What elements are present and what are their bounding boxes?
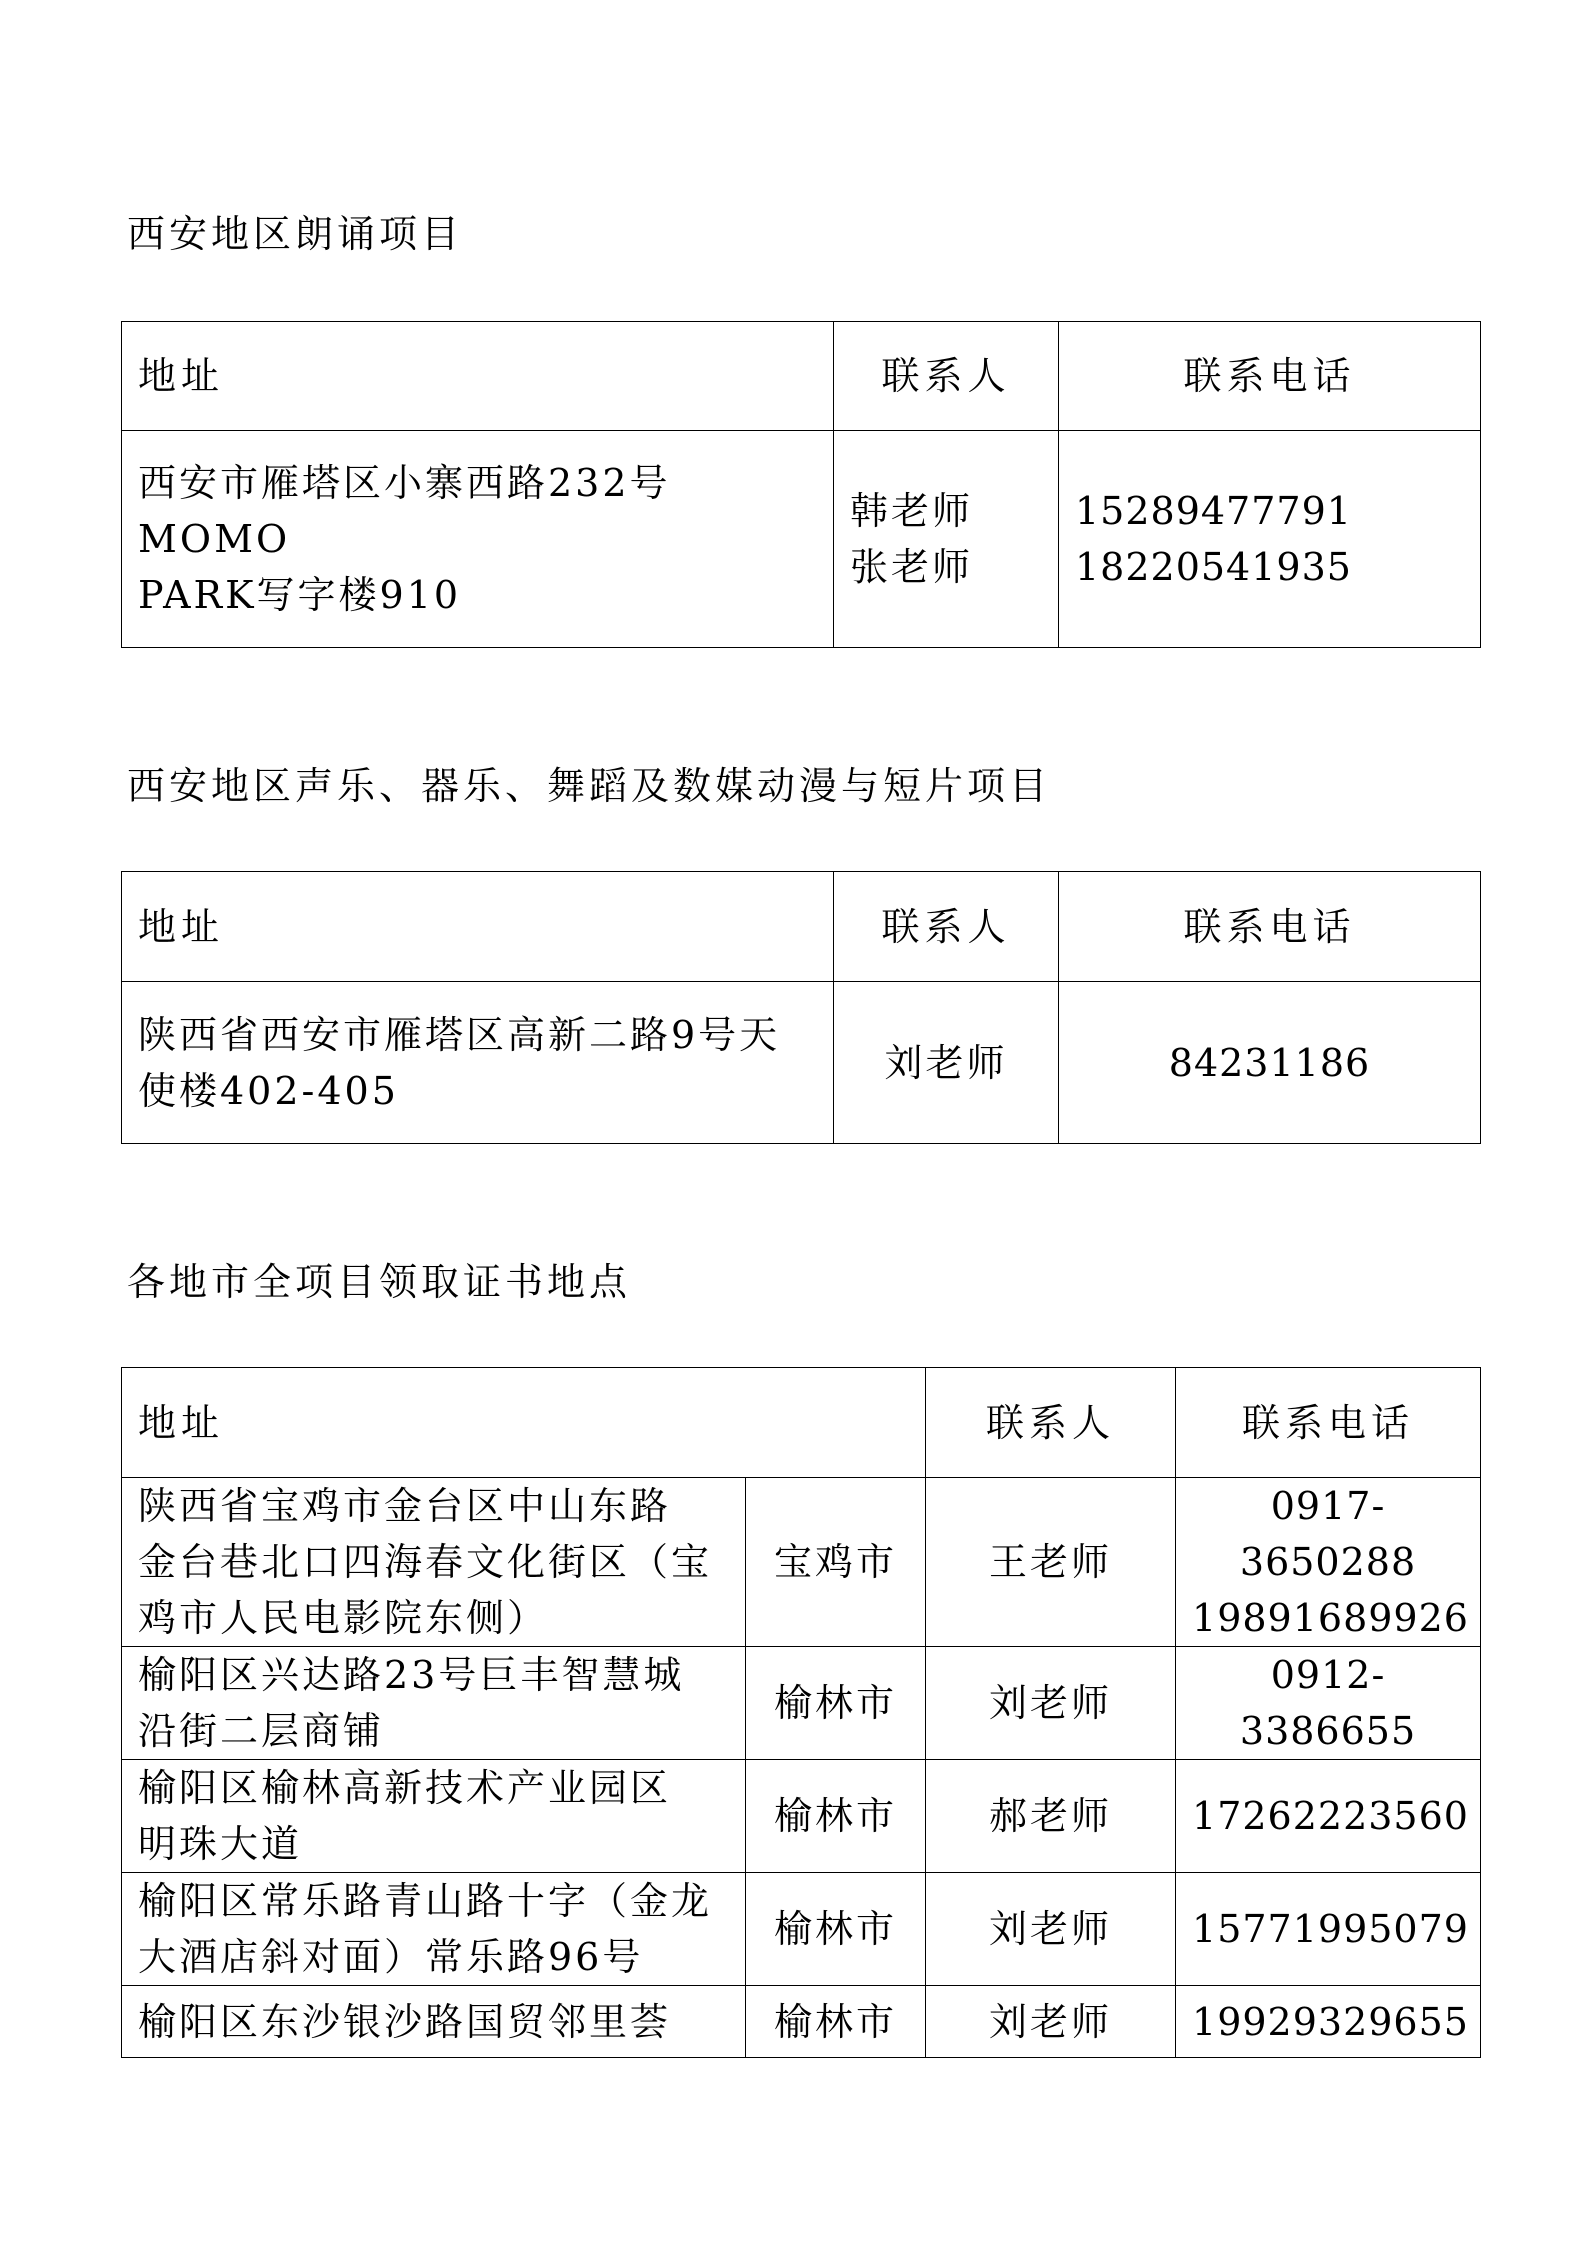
address-line: 榆阳区兴达路23号巨丰智慧城 xyxy=(138,1653,685,1697)
contact-cell: 刘老师 xyxy=(926,1873,1176,1986)
header-contact: 联系人 xyxy=(926,1368,1176,1478)
address-cell xyxy=(122,1647,746,1760)
phone-cell xyxy=(1059,431,1481,648)
section3-table xyxy=(121,1367,1481,2058)
address-line: 沿街二层商铺 xyxy=(138,1709,385,1753)
contact-cell: 郝老师 xyxy=(926,1760,1176,1873)
phone-line: 19891689926 xyxy=(1192,1596,1469,1640)
address-line: 榆阳区东沙银沙路国贸邻里荟 xyxy=(138,1999,672,2044)
section3-title: 各地市全项目领取证书地点 xyxy=(127,1260,632,1304)
table-row xyxy=(122,1478,1481,1647)
phone-cell: 19929329655 xyxy=(1176,1986,1481,2058)
phone-cell: 0912-3386655 xyxy=(1176,1647,1481,1760)
city-cell: 宝鸡市 xyxy=(746,1478,926,1647)
address-cell xyxy=(122,1986,746,2058)
table-row xyxy=(122,982,1481,1144)
address-line: 榆阳区常乐路青山路十字（金龙 xyxy=(138,1879,713,1923)
phone-cell xyxy=(1176,1478,1481,1647)
city-cell: 榆林市 xyxy=(746,1647,926,1760)
phone-cell: 15771995079 xyxy=(1176,1873,1481,1986)
section1-header-row xyxy=(122,322,1481,431)
address-line: 使楼402-405 xyxy=(138,1068,399,1113)
phone-line: 0917-3650288 xyxy=(1239,1484,1417,1584)
section2-header-row xyxy=(122,872,1481,982)
address-line: 陕西省西安市雁塔区高新二路9号天 xyxy=(138,1012,781,1057)
contact-cell: 王老师 xyxy=(926,1478,1176,1647)
address-line: 鸡市人民电影院东侧） xyxy=(138,1596,549,1640)
section2-table xyxy=(121,871,1481,1144)
table-row xyxy=(122,1873,1481,1986)
address-line: 西安市雁塔区小寨西路232号MOMO xyxy=(138,461,671,561)
address-line: 大酒店斜对面）常乐路96号 xyxy=(138,1935,644,1979)
contact-cell: 刘老师 xyxy=(926,1647,1176,1760)
phone-cell: 17262223560 xyxy=(1176,1760,1481,1873)
phone-line: 15289477791 xyxy=(1075,489,1352,533)
address-line: 明珠大道 xyxy=(138,1822,303,1866)
header-phone: 联系电话 xyxy=(1059,872,1481,982)
header-address: 地址 xyxy=(122,1368,926,1478)
header-contact: 联系人 xyxy=(834,322,1059,431)
contact-line: 张老师 xyxy=(850,545,974,589)
phone-line: 18220541935 xyxy=(1075,545,1352,589)
header-phone: 联系电话 xyxy=(1059,322,1481,431)
section1-table xyxy=(121,321,1481,648)
header-contact: 联系人 xyxy=(834,872,1059,982)
contact-cell: 刘老师 xyxy=(926,1986,1176,2058)
address-line: PARK写字楼910 xyxy=(138,573,462,617)
contact-cell xyxy=(834,431,1059,648)
address-line: 陕西省宝鸡市金台区中山东路 xyxy=(138,1484,672,1528)
table-row xyxy=(122,1760,1481,1873)
table-row xyxy=(122,1986,1481,2058)
table-row xyxy=(122,431,1481,648)
address-cell xyxy=(122,1873,746,1986)
contact-cell: 刘老师 xyxy=(834,982,1059,1144)
address-cell xyxy=(122,982,834,1144)
section1-title: 西安地区朗诵项目 xyxy=(127,212,464,256)
contact-line: 韩老师 xyxy=(850,489,974,533)
address-cell xyxy=(122,1760,746,1873)
section2-title: 西安地区声乐、器乐、舞蹈及数媒动漫与短片项目 xyxy=(127,764,1052,808)
section3-header-row xyxy=(122,1368,1481,1478)
city-cell: 榆林市 xyxy=(746,1986,926,2058)
address-line: 榆阳区榆林高新技术产业园区 xyxy=(138,1766,672,1810)
address-line: 金台巷北口四海春文化街区（宝 xyxy=(138,1540,713,1584)
header-address: 地址 xyxy=(122,872,834,982)
address-cell xyxy=(122,431,834,648)
header-phone: 联系电话 xyxy=(1176,1368,1481,1478)
phone-cell: 84231186 xyxy=(1059,982,1481,1144)
address-cell xyxy=(122,1478,746,1647)
header-address: 地址 xyxy=(122,322,834,431)
city-cell: 榆林市 xyxy=(746,1873,926,1986)
city-cell: 榆林市 xyxy=(746,1760,926,1873)
table-row xyxy=(122,1647,1481,1760)
